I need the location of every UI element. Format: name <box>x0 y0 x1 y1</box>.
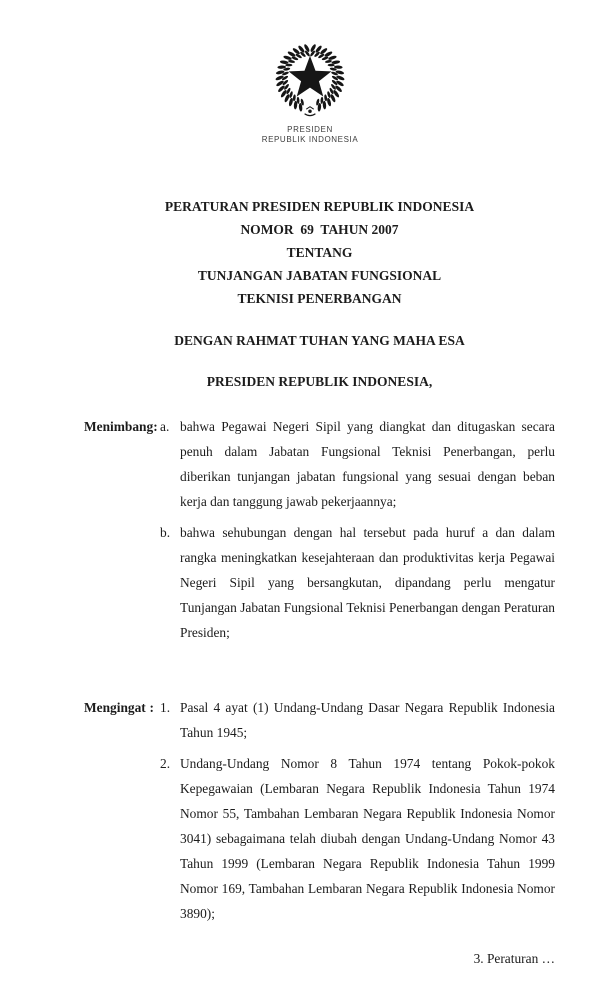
item-marker: a. <box>160 419 170 434</box>
title-line-tentang: TENTANG <box>286 245 353 260</box>
title-line-number-year: NOMOR 69 TAHUN 2007 <box>240 222 399 237</box>
menimbang-items <box>160 414 555 651</box>
star <box>289 56 332 97</box>
list-item <box>160 414 555 514</box>
mengingat-items <box>160 695 555 932</box>
item-text: Pasal 4 ayat (1) Undang-Undang Dasar Negara Republik Indonesia Tahun 1945; <box>180 700 555 740</box>
list-item <box>160 695 555 745</box>
invocation-line: DENGAN RAHMAT TUHAN YANG MAHA ESA <box>174 333 465 348</box>
section-label-menimbang <box>84 414 158 439</box>
presidential-emblem-icon <box>268 40 352 120</box>
item-text: bahwa sehubungan dengan hal tersebut pada huruf a dan dalam rangka meningkatkan kesejahteraan dan produktivitas kerja Pegawai Negeri Sipil yang bersangkutan, dipandang perlu mengatur Tunjangan Jabatan Fungsional Teknisi Penerbangan dengan Peraturan Presiden; <box>180 525 555 640</box>
title-line-subject-2: TEKNISI PENERBANGAN <box>237 291 402 306</box>
wreath-base-ornament <box>305 107 316 116</box>
item-text: Undang-Undang Nomor 8 Tahun 1974 tentang Pokok-pokok Kepegawaian (Lembaran Negara Republik Indonesia Tahun 1974 Nomor 55, Tambahan Lembaran Negara Republik Indonesia Nomor 3041) sebagaimana telah diubah dengan Undang-Undang Nomor 43 Tahun 1999 (Lembaran Negara Republik Indonesia Tahun 1999 Nomor 169, Tambahan Lembaran Negara Republik Indonesia Nomor 3890); <box>180 756 555 921</box>
item-text: bahwa Pegawai Negeri Sipil yang diangkat dan ditugaskan secara penuh dalam Jabatan Fungsional Teknisi Penerbangan, perlu diberikan tunjangan jabatan fungsional yang sesuai dengan beban kerja dan tanggung jawab pekerjaannya; <box>180 419 555 509</box>
section-label-colon: : <box>149 700 154 715</box>
list-item <box>160 751 555 926</box>
item-marker: b. <box>160 525 171 540</box>
section-label-text: Menimbang <box>84 419 154 434</box>
section-label-colon: : <box>153 419 158 434</box>
authority-line: PRESIDEN REPUBLIK INDONESIA, <box>206 374 433 389</box>
list-item <box>160 520 555 645</box>
title-line-regulation: PERATURAN PRESIDEN REPUBLIK INDONESIA <box>164 199 475 214</box>
section-mengingat <box>84 695 555 932</box>
section-label-text: Mengingat <box>84 700 146 715</box>
section-menimbang <box>84 414 555 651</box>
page-catchword: 3. Peraturan … <box>473 951 555 966</box>
title-line-subject-1: TUNJANGAN JABATAN FUNGSIONAL <box>197 268 442 283</box>
letterhead <box>84 40 536 145</box>
letterhead-line-presiden: PRESIDEN <box>287 125 333 134</box>
letterhead-line-republik-indonesia: REPUBLIK INDONESIA <box>261 135 359 144</box>
item-marker: 2. <box>160 756 171 771</box>
title-block <box>84 195 555 310</box>
item-marker: 1. <box>160 700 171 715</box>
section-label-mengingat <box>84 695 154 720</box>
